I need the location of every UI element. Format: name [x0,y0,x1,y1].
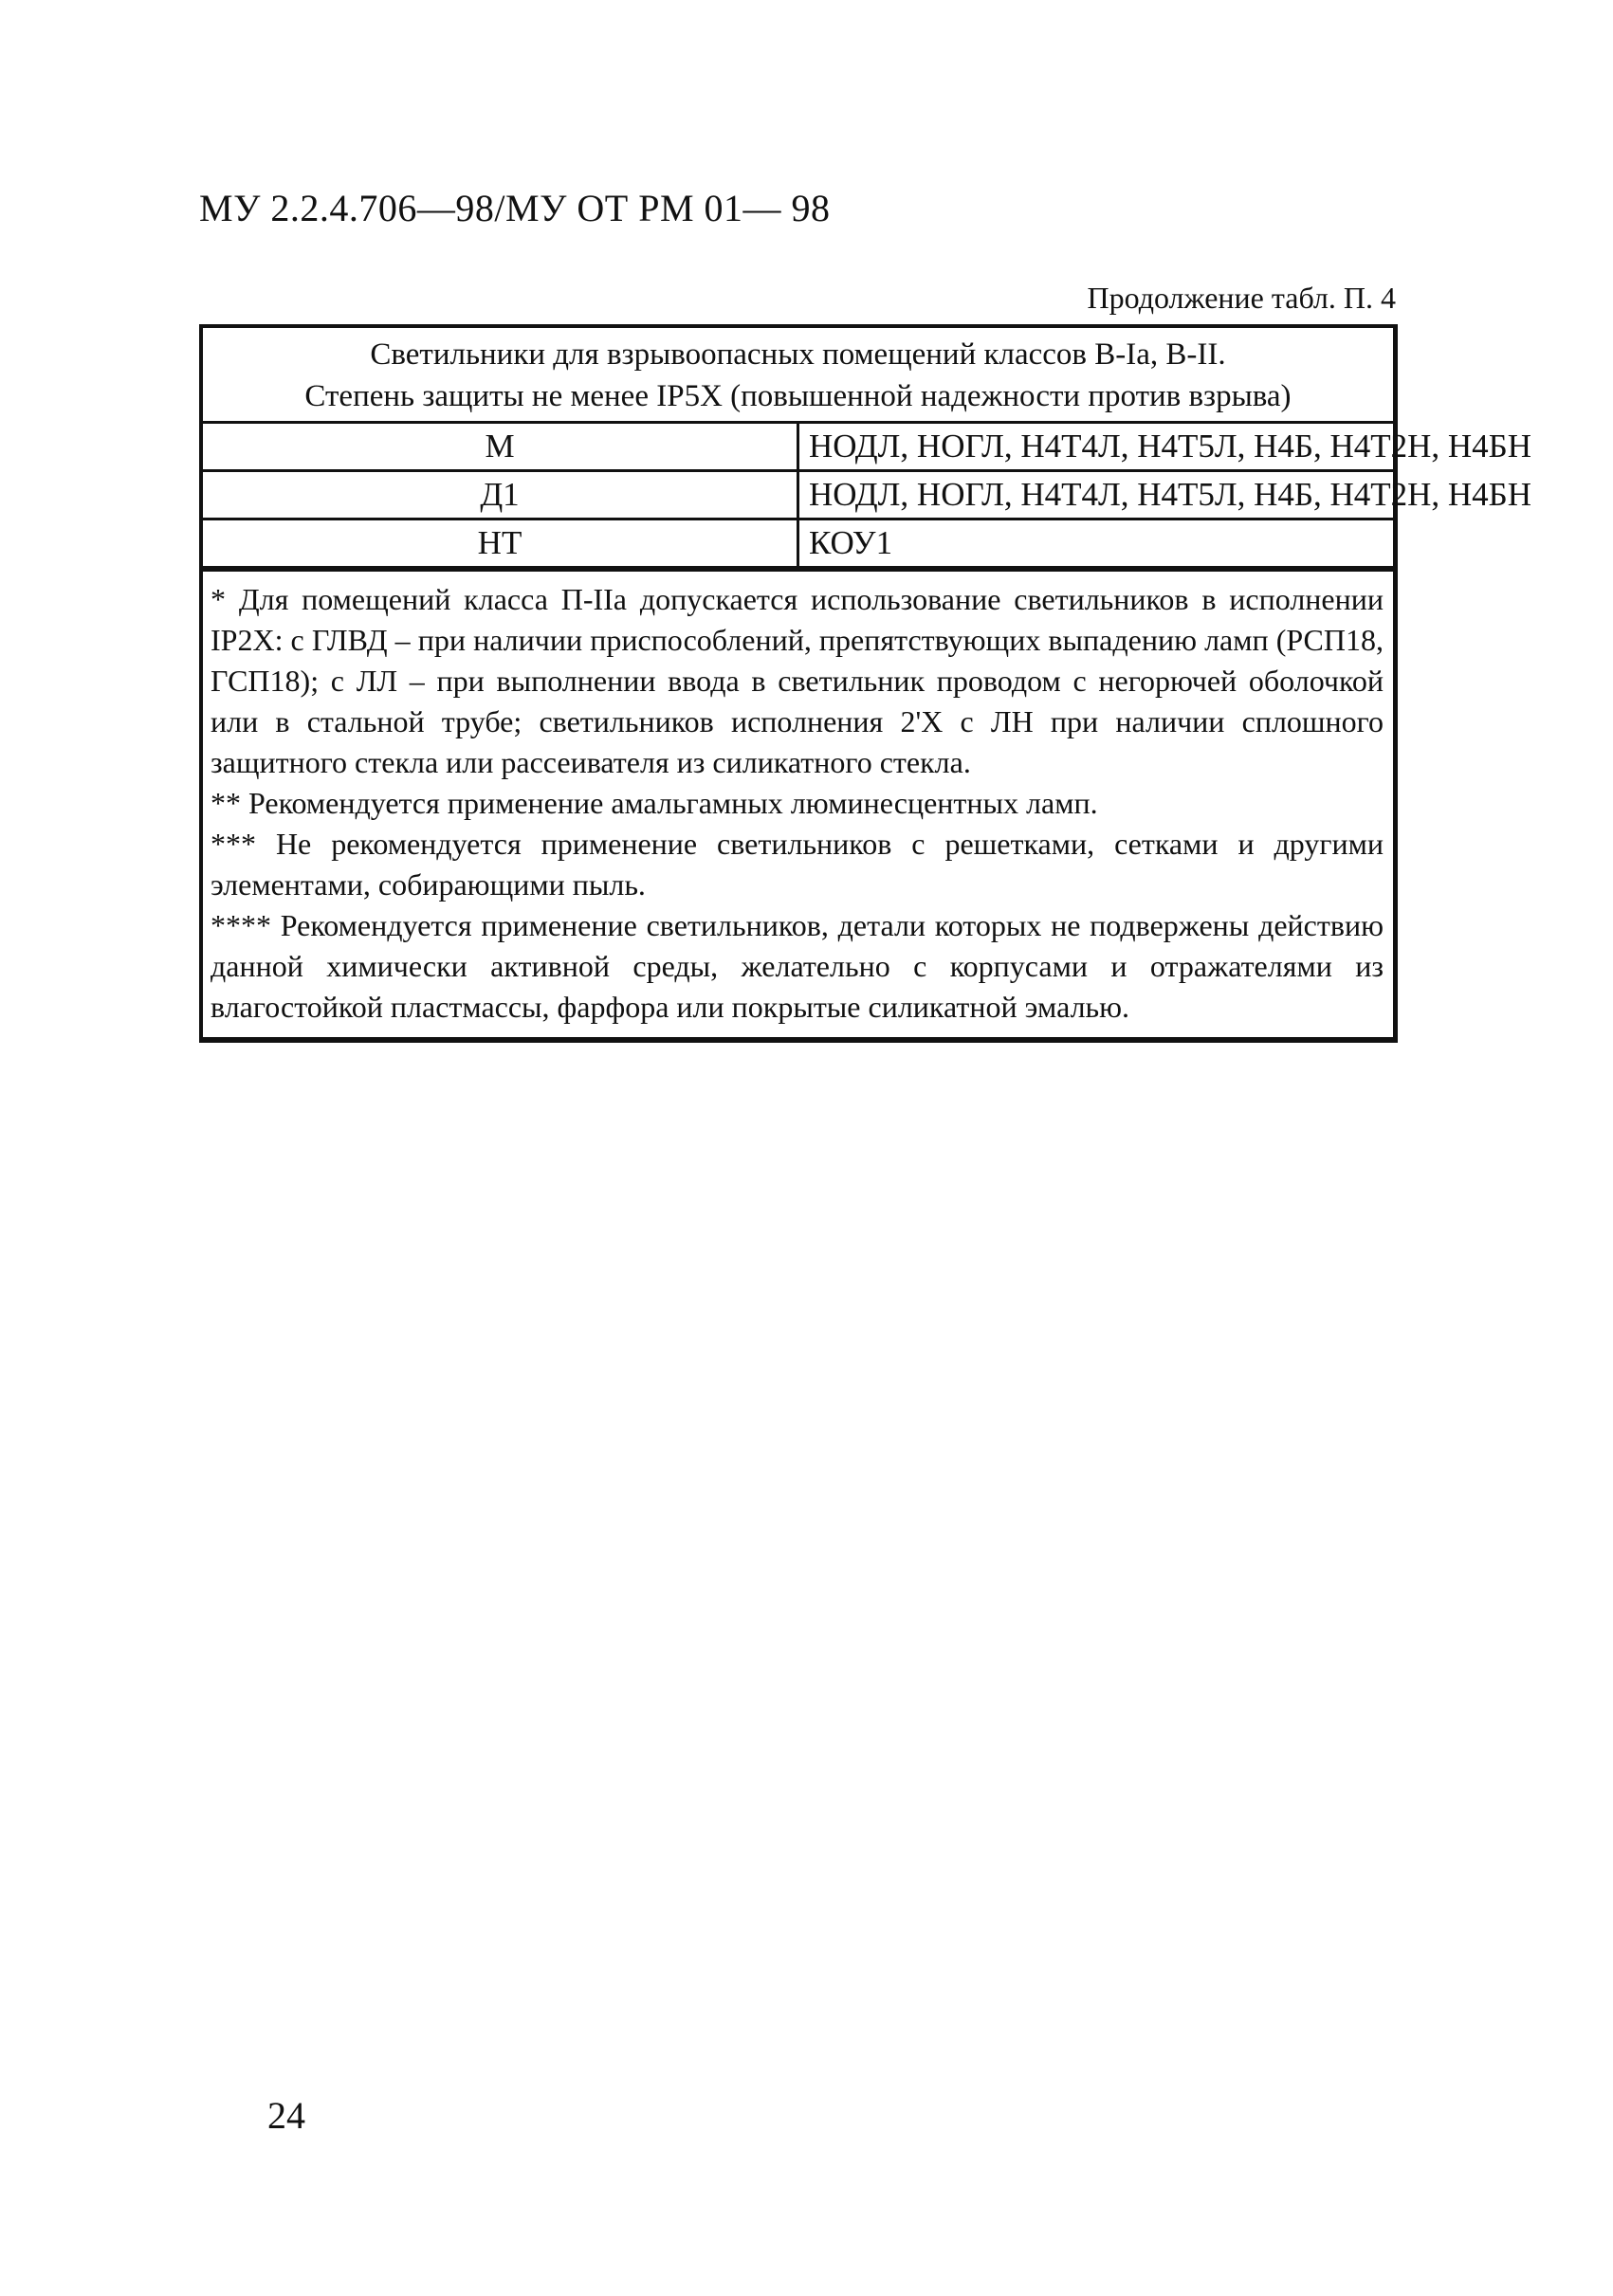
row-code-cell: НТ [203,519,798,568]
lamp-table [203,328,1532,569]
lamp-table-frame [199,324,1532,1043]
table-heading-line-2: Степень защиты не менее IP5X (повышенной надежности против взрыва) [304,379,1292,413]
table-heading-row [203,328,1393,423]
table-heading-cell [203,328,1393,423]
footnote-2: ** Рекомендуется применение амальгамных люминесцентных ламп. [211,786,1098,820]
document-code-header: МУ 2.2.4.706—98/МУ ОТ РМ 01— 98 [199,187,831,229]
footnote-3: *** Не рекомендуется применение светильников с решетками, сетками и другими элементами, собирающими пыль. [211,827,1384,902]
footnote-4: **** Рекомендуется применение светильников, детали которых не подвержены действию данной химически активной среды, желательно с корпусами и отражателями из влагостойкой пластмассы, фарфора или покрытые силикатной эмалью. [211,908,1384,1024]
row-lamps-cell: НОДЛ, НОГЛ, Н4Т4Л, Н4Т5Л, Н4Б, Н4Т2Н, Н4БН [798,471,1394,519]
table-row [203,519,1393,568]
row-lamps-cell: КОУ1 [798,519,1394,568]
table-continuation-label: Продолжение табл. П. 4 [1087,281,1396,315]
table-row [203,471,1393,519]
page-number: 24 [267,2094,305,2137]
footnote-1: * Для помещений класса П-IIa допускается использование светильников в исполнении IP2X: с ГЛВД – при наличии приспособлений, препятствующих выпадению ламп (РСП18, ГСП18); с ЛЛ – при выполнении ввода в светильник проводом с негорючей оболочкой или в стальной трубе; светильников исполнения 2'X с ЛН при наличии сплошного защитного стекла или рассеивателя из силикатного стекла. [211,582,1384,779]
row-code-cell: М [203,423,798,471]
table-heading-line-1: Светильники для взрывоопасных помещений классов В-Ia, В-II. [370,337,1226,372]
row-code-cell: Д1 [203,471,798,519]
table-footnotes [203,569,1393,1037]
row-lamps-cell: НОДЛ, НОГЛ, Н4Т4Л, Н4Т5Л, Н4Б, Н4Т2Н, Н4БН [798,423,1394,471]
table-row [203,423,1393,471]
